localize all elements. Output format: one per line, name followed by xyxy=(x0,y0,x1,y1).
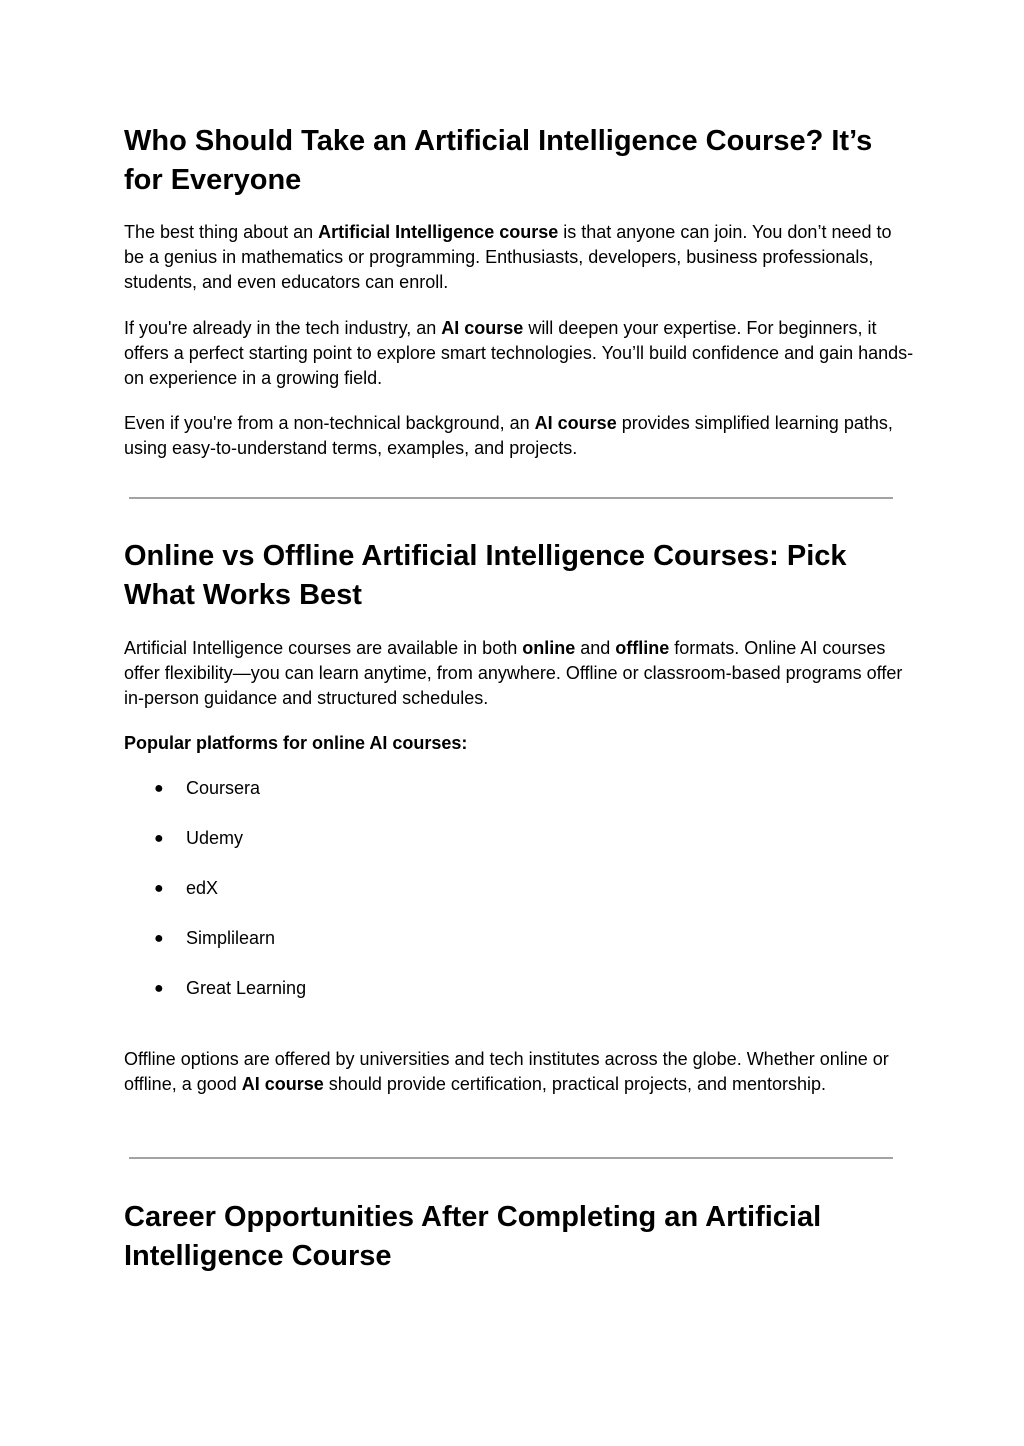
text-run: If you're already in the tech industry, an xyxy=(124,318,442,338)
bold-text-run: online xyxy=(522,638,576,658)
platforms-label xyxy=(124,731,914,756)
section-divider xyxy=(129,497,893,499)
list-item-label: Great Learning xyxy=(186,978,307,998)
section-heading-online-vs-offline: Online vs Offline Artificial Intelligence Courses: Pick What Works Best xyxy=(124,540,847,611)
list-item-label: Coursera xyxy=(186,778,261,798)
text-run: formats. Online AI courses offer flexibility—you can learn anytime, from anywhere. Offline or classroom-based programs offer in-person guidance and structured schedules. xyxy=(124,638,903,708)
section-divider xyxy=(129,1157,893,1159)
list-item-label: edX xyxy=(186,878,219,898)
bold-text-run: AI course xyxy=(534,413,617,433)
bullet-icon: ● xyxy=(154,830,164,847)
paragraph-anyone-can-join xyxy=(124,220,914,295)
bold-text-run: Popular platforms for online AI courses: xyxy=(124,733,468,753)
text-run: and xyxy=(575,638,616,658)
paragraph-non-technical xyxy=(124,411,914,461)
text-run: Artificial Intelligence courses are available in both xyxy=(124,638,523,658)
text-run: should provide certification, practical projects, and mentorship. xyxy=(323,1074,827,1094)
list-item xyxy=(124,876,724,926)
bold-text-run: AI course xyxy=(241,1074,324,1094)
list-item-label: Simplilearn xyxy=(186,928,276,948)
platform-list xyxy=(124,776,724,1026)
list-item xyxy=(124,776,724,826)
text-run: is that anyone can join. You don’t need to be a genius in mathematics or programming. Enthusiasts, developers, business professionals, students, and even educators can enroll. xyxy=(124,222,892,292)
list-item-label: Udemy xyxy=(186,828,244,848)
text-run: will deepen your expertise. For beginners, it offers a perfect starting point to explore smart technologies. You’ll build confidence and gain hands-on experience in a growing field. xyxy=(124,318,914,388)
paragraph-tech-industry xyxy=(124,316,914,391)
text-run: Offline options are offered by universities and tech institutes across the globe. Whether online or offline, a good xyxy=(124,1049,889,1094)
section-heading-career-opportunities: Career Opportunities After Completing an Artificial Intelligence Course xyxy=(124,1201,822,1272)
paragraph-online-offline-formats xyxy=(124,636,914,711)
section-heading-who-should-take: Who Should Take an Artificial Intelligence Course? It’s for Everyone xyxy=(124,125,873,196)
bullet-icon: ● xyxy=(154,930,164,947)
bullet-icon: ● xyxy=(154,980,164,997)
text-run: Even if you're from a non-technical background, an xyxy=(124,413,535,433)
bold-text-run: offline xyxy=(615,638,670,658)
list-item xyxy=(124,926,724,976)
bullet-icon: ● xyxy=(154,780,164,797)
paragraph-offline-options xyxy=(124,1047,914,1097)
bold-text-run: Artificial Intelligence course xyxy=(318,222,559,242)
list-item xyxy=(124,826,724,876)
text-run: The best thing about an xyxy=(124,222,319,242)
list-item xyxy=(124,976,724,1026)
bold-text-run: AI course xyxy=(441,318,524,338)
bullet-icon: ● xyxy=(154,880,164,897)
text-run: provides simplified learning paths, using easy-to-understand terms, examples, and projects. xyxy=(124,413,893,458)
